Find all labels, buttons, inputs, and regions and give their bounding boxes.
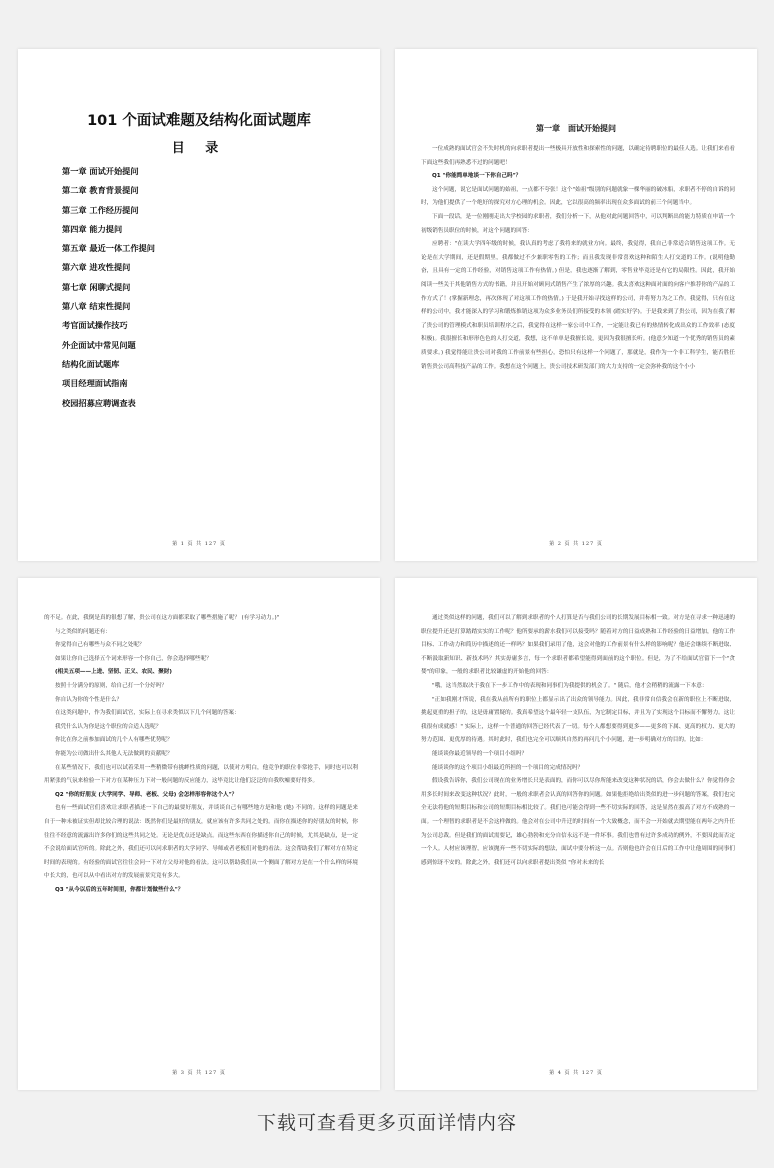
- paragraph: 在某些情况下，我们也可以试着采用一些稍微带有挑衅性质的问题，以使对方明白，他竞争的职位非常抢手，同时也可以利用紧张的气氛来检验一下对方在某种压力下对一般问题的反应能力，这毕竟比让他们泛泛的自我吹嘘要好得多。: [44, 764, 358, 785]
- question-heading: Q3 "从今以后的五年时间里，你都计划做些什么"？: [55, 886, 184, 893]
- page-body-text: [44, 612, 358, 897]
- toc-item[interactable]: 第八章 结束性提问: [62, 301, 131, 312]
- paragraph: 的不足。在此，我倒是真的很想了解，贵公司在这方面都采取了哪些措施了呢？ (有学习动力。)": [44, 615, 280, 621]
- toc-item[interactable]: 第六章 进攻性提问: [62, 262, 131, 273]
- toc-item[interactable]: 结构化面试题库: [62, 358, 120, 369]
- page-body-text: [421, 612, 735, 870]
- paragraph: 这个问题，说它是面试问题的始祖，一点都不夸张！这个"始祖"级别的问题就象一棵华丽的破冰船，求职者不停的自诉的同时，为他们提供了一个绝好的探究对方心理的机会。因此，它以很高的频率出现在众多面试的前三个问题当中。: [421, 186, 735, 207]
- question-heading: Q1 "你能简单地谈一下你自己吗"？: [432, 173, 522, 180]
- toc-item[interactable]: 项目经理面试指南: [62, 378, 128, 389]
- question-heading: (相关五项——上进、坚韧、正义、农民、聚財): [55, 669, 172, 676]
- paragraph: 通过类似这样的问题，我们可以了解到求职者的个人打算是否与我们公司的长期发展目标相一致。对方是在寻求一种迅速的职位提升还是打算踏踏实实的工作呢？他所要承的薪水我们可以接受吗？随着对方的日益成熟和工作经验的日益增加，他的工作目标、工作动力和简历中描述的还一样吗？如果我们录用了他，这会对他的工作前景有什么样的影响呢？他还会继续不断进取、不断汲取新知识、新技术吗？其实毋庸多言，每一个求职者都希望能得到面前的这个职位。但是，为了不给面试官留下一个"贪婪"的印象，一般的求职者比较谦虚的开始他的回答：: [421, 615, 735, 676]
- toc-item[interactable]: 第四章 能力提问: [62, 223, 123, 234]
- toc-item[interactable]: 第三章 工作经历提问: [62, 204, 139, 215]
- page-footer: 第 2 页 共 127 页: [549, 541, 603, 547]
- paragraph: "哦，这当然取决于我在下一步工作中的表现和同事们为我提供的机会了。" 随后，他才会稍稍的流露一下本意：: [432, 682, 708, 689]
- paragraph: 与之类似的问题还有：: [55, 628, 111, 635]
- page-footer: 第 4 页 共 127 页: [549, 1070, 603, 1076]
- document-title: 101 个面试难题及结构化面试题库: [87, 113, 311, 129]
- paragraph: 下面一段话，是一位刚刚走出大学校园的求职者，我们分析一下，从他对此问题回答中，可以判断出的能力特质在申请一个初级销售员职位的时候，对这个问题的回答：: [421, 213, 735, 234]
- paragraph: 你能为公司做出什么其他人无法做到的贡献呢？: [55, 750, 173, 757]
- paragraph: 能谈谈你的这个项目小组最近所担的一个项目的完成情况吗？: [432, 764, 584, 771]
- paragraph: 能谈谈你最近领导的一个项目小组吗？: [432, 750, 528, 757]
- question-heading: Q2 "你的好朋友 (大学同学、导师、老板、父母) 会怎样形容你这个人"？: [55, 791, 238, 798]
- paragraph: 应聘者："在读大学四年级的时候，我认真的考虑了我将来的就业方向。最终，我觉得，我自己非常适合销售这项工作。无论是在大学期间，还是假期里，我都做过不少兼职零售的工作；而且我发现非常喜欢这种和陌生人打交道的工作。(说明他勤奋，且具有一定的工作经验，对销售这项工作有热情。) 但是，我也逐渐了解到，零售业毕竟还是有它的局限性。因此，我开始阅读一些关于其他销售方式的书籍，并且开始对顾问式销售产生了浓厚的兴趣。我太喜欢这种面对面的向客户推荐你的产品的工作方式了！(掌握新理念，再次体现了对这项工作的热情。) 于是我开始寻找这样的公司，并将努力为之工作。我觉得，只有在这样的公司中，我才能深入的学习和锻炼推销这项为众多业务员们所接受的本领 (踏实好学)。于是我来到了贵公司，因为在我了解了贵公司的管理模式和职员培训程序之后，我觉得在这样一家公司中工作，一定能让我已有的热情转化成出众的工作效率 (态度积极)。我很擅长和形形色色的人打交道，我想，这不单单是我擅长说，更因为我很擅长听。(他意少知道一个优秀的销售员的素质要求。) 我觉得能让贵公司对我的工作前景有些担心，恐怕只有这样一个问题了，那就是，我作为一个非工科学生，能否胜任销售贵公司高科技产品的工作。我想在这个问题上，贵公司技术研发部门的大力支持的一定会弥补我的这个小小: [421, 241, 735, 370]
- page-footer: 第 3 页 共 127 页: [172, 1070, 226, 1076]
- toc-heading: 目 录: [171, 141, 227, 156]
- paragraph: 按照十分满分的原则，给自己打一个分好吗？: [55, 682, 167, 689]
- paragraph: 假设我告诉你，我们公司现在的业务增长只是表面的，而你可以尽你所能来改变这种状况的话，你会去做什么？你觉得你会用多长时间来改变这种状况？此时，一般的求职者会认真的回答你的问题。如果他拒绝给出类似的进一步问题的答案，我们也完全无法将他的短期目标和公司的短期目标相比较了。我们也可能会得到一些不切实际的回答，这是显然在拔高了对方不成熟的一面。一个理智的求职者是不会这样做的。他会对在公司中升迁的时间有一个大致概念，而不会一开始就去期望能在两年之内升任为公司总裁。但是我们的面试需要记，雄心勃勃和充分自信永远不是一件坏事。我们也曾有过许多成功的例外，不要因此而否定一个人。人材应该理智，应该抛弃一些不切实际的想法，面试中要分析这一点。否则他也许会在日后的工作中让他周围的同事们感到惊讶不安的。除此之外，我们还可以向求职者提出类似 "你对未来的长: [421, 778, 735, 866]
- paragraph: 一位成熟的面试官会不失时机的向求职者提出一些极具开放性和探索性的问题，以确定待聘职位的最佳人选。让我们来看看下面这些我们再熟悉不过的问题吧！: [421, 146, 735, 166]
- page-footer: 第 1 页 共 127 页: [172, 541, 226, 547]
- paragraph: 我凭什么认为你是这个职位的合适人选呢？: [55, 723, 162, 730]
- paragraph: 你比在你之前参加面试的几个人有哪些优势呢？: [55, 737, 173, 744]
- toc-item[interactable]: 第五章 最近一体工作提问: [62, 243, 155, 254]
- paragraph: 你觉得自己有哪些与众不同之处呢？: [55, 642, 145, 649]
- toc-item[interactable]: 第一章 面试开始提问: [62, 166, 139, 176]
- toc-item[interactable]: 第七章 闲聊式提问: [62, 281, 131, 292]
- paragraph: "正如我刚才所说，我在我从前所有的职位上都显示出了出众的领导能力。因此，我非常自信我会在新的职位上不断进取，挑起更重的担子的，这是毋庸置疑的。我真希望这个最年轻一支队伍，为它制定目标，并且为了实现这个目标而不懈努力。这让我很有成就感！" 实际上，这样一个普通的回答已经代表了一切。每个人都想要得到更多——更多的下属、更高的权力、更大的努力范围、更优厚的待遇。其时此时，我们也完全可以顺其自然的再问几个小问题，进一步明确对方的目的。比如：: [421, 696, 735, 744]
- paragraph: 在这类问题中，作为我们面试官，实际上在寻求类似以下几个问题的答案：: [55, 710, 240, 717]
- toc-item[interactable]: 考官面试操作技巧: [62, 320, 128, 331]
- page-body-text: [421, 143, 735, 374]
- document-page-2: [395, 49, 757, 561]
- document-page-4: [395, 578, 757, 1090]
- toc-item[interactable]: 第二章 教育背景提问: [62, 185, 139, 196]
- toc-item[interactable]: 校园招募应聘调查表: [62, 397, 136, 408]
- table-of-contents: [62, 162, 155, 413]
- paragraph: 如果让你自己选择五个词来形容一个你自己，你会选择哪些呢？: [55, 655, 212, 662]
- paragraph: 也有一些面试官们喜欢让求职者描述一下自己的最要好朋友，并谈谈自己有哪些地方是和他 (她) 不同的。这样的问题是来自于一种未被证实但却比较合理的说法：既然你们是最好的朋友，就应该有许多共同之处的。而你在描述你的好朋友的时候，你往往不经意的流露出许多你们的这些共同之处。无论是优点还是缺点。而这些东西在你描述你自己的时候，尤其是缺点，是一定不会说给面试官听的。除此之外，我们还可以问求职者的大学同学、导师或者老板们对他的看法。这会帮助我们了解对方在特定时间的表现的。有经验的面试官往往会问一下对方父母对他的看法。这可以帮助我们从一个侧面了解对方是在一个什么样的环境中长大的，也可以从中看出对方的发展前景究竟有多大。: [44, 805, 358, 880]
- document-page-3: [18, 578, 380, 1090]
- toc-item[interactable]: 外企面试中常见问题: [62, 339, 136, 350]
- paragraph: 你自认为你的个性是什么？: [55, 696, 123, 703]
- document-page-1: [18, 49, 380, 561]
- download-caption: 下载可查看更多页面详情内容: [256, 1112, 517, 1134]
- chapter-title: 第一章 面试开始提问: [536, 124, 616, 133]
